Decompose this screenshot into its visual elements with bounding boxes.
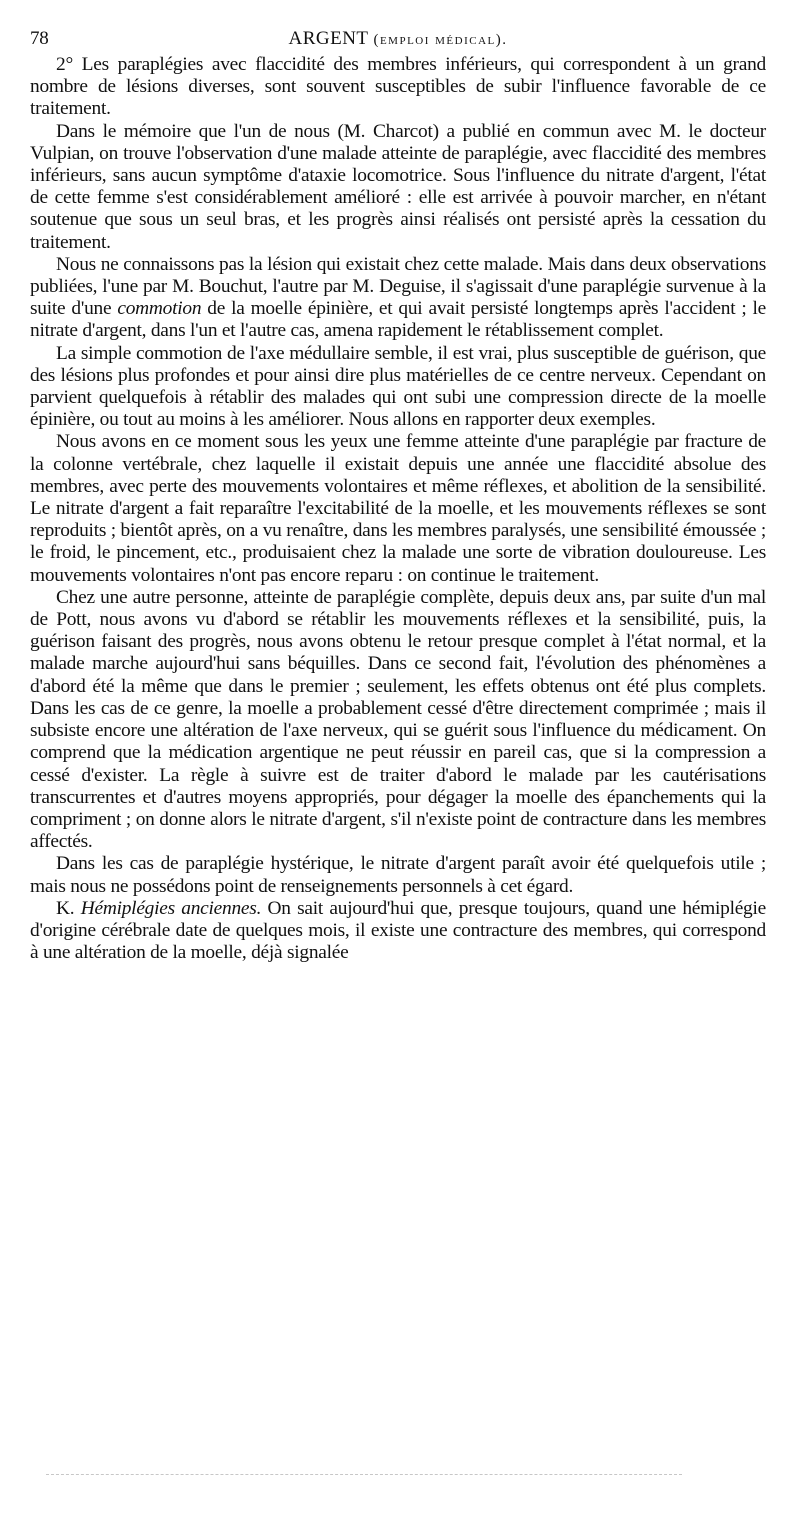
paragraph-fracture-colonne: Nous avons en ce moment sous les yeux une femme atteinte d'une paraplégie par fracture de la colonne vertébrale, chez laquelle il existait depuis une année une flaccidité absolue des membres, avec perte des mouvements volontaires et même réflexes, et abolition de la sensibilité. Le nitrate d'argent a fait reparaître l'excitabilité de la moelle, et les mouvements réflexes se sont reproduits ; bientôt après, on a vu renaître, dans les membres paralysés, une sensibilité émoussée ; le froid, le pincement, etc., produisaient chez la malade une sorte de vibration douloureuse. Les mouvements volontaires n'ont pas encore reparu : on continue le traitement. [30,431,766,586]
paragraph-commotion-before: Nous ne connaissons pas la lésion qui existait chez cette malade. Mais dans deux observations publiées, l'une par M. Bouchut, l'autre par M. Deguise, il s'agissait d'une paraplégie survenue à la suite d'une [30,253,766,320]
section-letter: K. [56,897,81,919]
page-number: 78 [30,28,49,49]
paragraph-hemiplegies-text: On sait aujourd'hui que, presque toujours, quand une hémiplégie d'origine cérébrale date de quelques mois, il existe une contracture des membres, qui correspond à une altération de la moelle, déjà signalée [30,897,766,964]
paragraph-mal-de-pott: Chez une autre personne, atteinte de paraplégie complète, depuis deux ans, par suite d'un mal de Pott, nous avons vu d'abord se rétablir les mouvements réflexes et la sensibilité, puis, la guérison faisant des progrès, nous avons obtenu le retour presque complet à l'état normal, et la malade marche aujourd'hui sans béquilles. Dans ce second fait, l'évolution des phénomènes a d'abord été la même que dans le premier ; seulement, les effets obtenus ont été plus complets. Dans les cas de ce genre, la moelle a probablement cessé d'être directement comprimée ; mais il subsiste encore une altération de l'axe nerveux, qui se guérit sous l'influence du médicament. On comprend que la médication argentique ne peut réussir en pareil cas, que si la compression a cessé d'exister. La règle à suivre est de traiter d'abord le malade par les cautérisations transcurrentes et d'autres moyens appropriés, pour dégager la moelle des épanchements qui la compriment ; on donne alors le nitrate d'argent, s'il n'existe point de contracture dans les membres affectés. [30,586,766,853]
paragraph-commotion-after: de la moelle épinière, et qui avait persisté longtemps après l'accident ; le nitrate d'argent, dans l'un et l'autre cas, amena rapidement le rétablissement complet. [30,298,766,342]
page-body [30,54,766,964]
section-title-hemiplegies: Hémiplégies anciennes. [80,897,262,919]
running-head [30,24,766,54]
paragraph-memoire-charcot: Dans le mémoire que l'un de nous (M. Charcot) a publié en commun avec M. le docteur Vulpian, on trouve l'observation d'une malade atteinte de paraplégie, avec flaccidité des membres inférieurs, sans aucun symptôme d'ataxie locomotrice. Sous l'influence du nitrate d'argent, l'état de cette femme s'est considérablement amélioré : elle est arrivée à pouvoir marcher, en n'étant soutenue que sous un seul bras, et les progrès ainsi réalisés ont persisté après la cessation du traitement. [30,120,766,253]
running-title [30,24,766,55]
paragraph-paraplegie-hysterique: Dans les cas de paraplégie hystérique, le nitrate d'argent paraît avoir été quelquefois utile ; mais nous ne possédons point de renseignements personnels à cet égard. [30,853,766,897]
paragraph-paraplegies-flaccidite: 2° Les paraplégies avec flaccidité des membres inférieurs, qui correspondent à un grand nombre de lésions diverses, sont souvent susceptibles de subir l'influence favorable de ce traitement. [30,54,766,120]
paragraph-commotion [30,254,766,343]
italic-commotion: commotion [117,298,202,320]
book-page [30,24,766,964]
running-title-sub: (emploi médical). [373,32,508,48]
running-title-main: ARGENT [288,28,369,49]
footer-rule [46,1474,682,1475]
paragraph-simple-commotion: La simple commotion de l'axe médullaire semble, il est vrai, plus susceptible de guérison, que des lésions plus profondes et pour ainsi dire plus matérielles de ce centre nerveux. Cependant on parvient quelquefois à rétablir des malades qui ont subi une compression directe de la moelle épinière, ou tout au moins à les améliorer. Nous allons en rapporter deux exemples. [30,342,766,431]
paragraph-hemiplegies-anciennes [30,898,766,965]
